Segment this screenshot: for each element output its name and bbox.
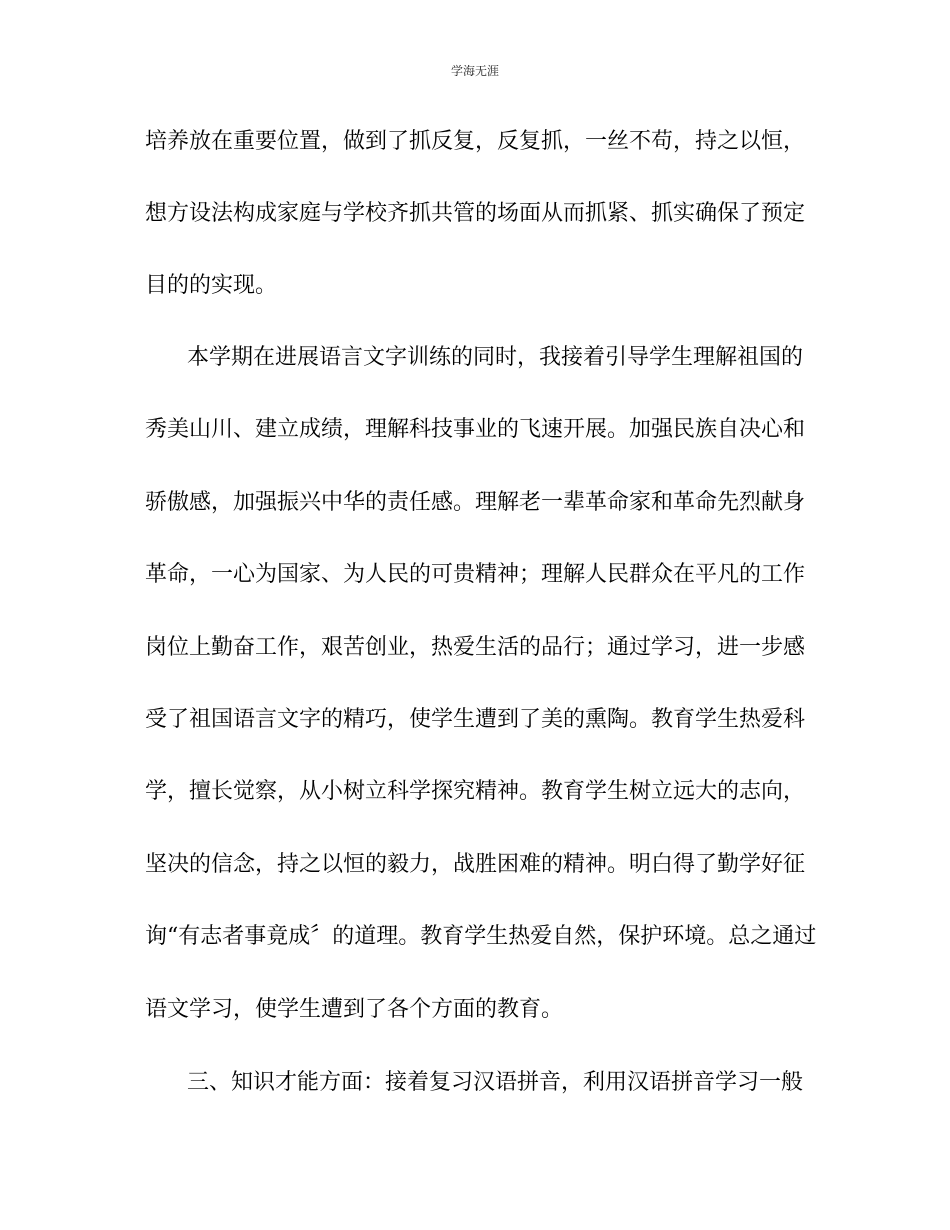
text-line: 目的的实现。 [145, 273, 278, 298]
text-line: 受了祖国语言文字的精巧，使学生遭到了美的熏陶。教育学生热爱科 [145, 707, 806, 732]
text-line: 坚决的信念，持之以恒的毅力，战胜困难的精神。明白得了勤学好征 [145, 852, 806, 877]
page-header: 学海无涯 [450, 64, 499, 78]
text-line: 革命，一心为国家、为人民的可贵精神；理解人民群众在平凡的工作 [145, 562, 806, 587]
text-line: 询“有志者事竟成〞的道理。教育学生热爱自然，保护环境。总之通过 [145, 924, 817, 949]
text-line: 语文学习，使学生遭到了各个方面的教育。 [145, 997, 564, 1022]
text-line: 骄傲感，加强振兴中华的责任感。理解老一辈革命家和革命先烈献身 [145, 490, 806, 515]
text-line: 培养放在重要位置，做到了抓反复，反复抓，一丝不苟，持之以恒， [145, 129, 806, 154]
text-line: 想方设法构成家庭与学校齐抓共管的场面从而抓紧、抓实确保了预定 [145, 201, 806, 226]
text-line: 秀美山川、建立成绩，理解科技事业的飞速开展。加强民族自决心和 [145, 417, 806, 442]
text-line: 岗位上勤奋工作，艰苦创业，热爱生活的品行；通过学习，进一步感 [145, 635, 806, 660]
text-line: 学，擅长觉察，从小树立科学探究精神。教育学生树立远大的志向， [145, 779, 806, 804]
section-heading-line: 三、知识才能方面：接着复习汉语拼音，利用汉语拼音学习一般 [187, 1070, 804, 1095]
paragraph-first-line: 本学期在进展语言文字训练的同时，我接着引导学生理解祖国的 [187, 345, 804, 370]
